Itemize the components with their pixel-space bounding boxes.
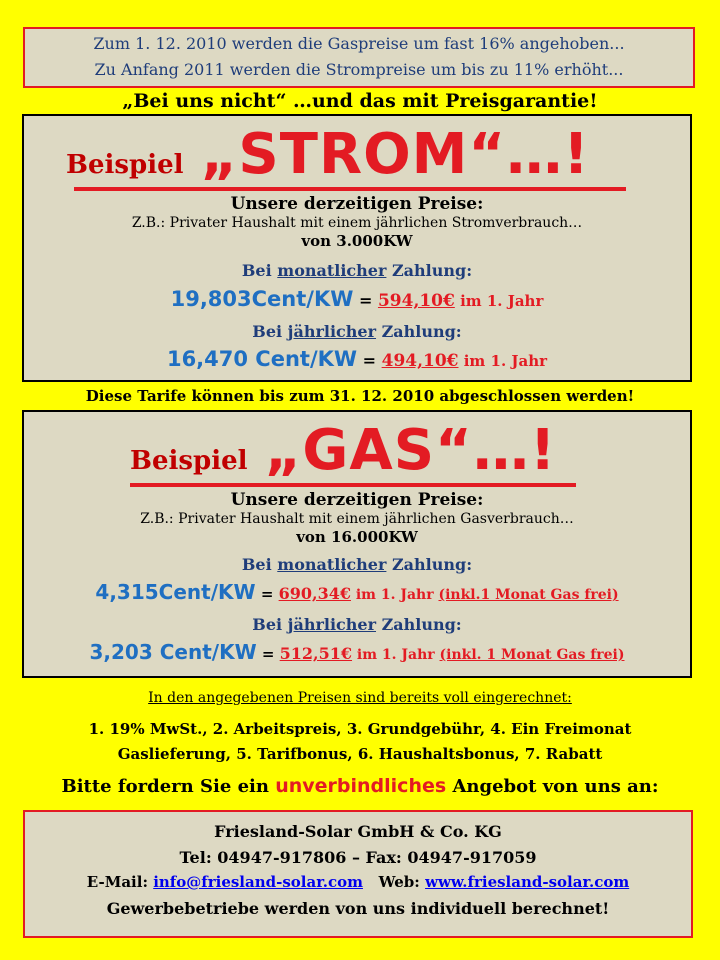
business-note: Gewerbebetriebe werden von uns individuell berechnet!	[106, 899, 610, 918]
gas-title	[130, 418, 556, 483]
contact-box	[23, 810, 693, 938]
intro-line-strom: Zu Anfang 2011 werden die Strompreise um bis zu 11% erhöht...	[94, 60, 624, 79]
strom-word: „STROM“…!	[200, 122, 590, 187]
company-name: Friesland-Solar GmbH & Co. KG	[214, 822, 502, 841]
gas-word: „GAS“…!	[264, 418, 557, 483]
web-link[interactable]: www.friesland-solar.com	[425, 873, 630, 891]
strom-monthly-price: 19,803Cent/KW = 594,10€ im 1. Jahr	[170, 287, 544, 311]
email-link[interactable]: info@friesland-solar.com	[153, 873, 363, 891]
gas-beispiel-label: Beispiel	[130, 446, 248, 476]
strom-yearly-label: Bei jährlicher Zahlung:	[252, 322, 462, 341]
contact-links: E-Mail: info@friesland-solar.com Web: www.friesland-solar.com	[86, 873, 630, 891]
strom-usage: von 3.000KW	[301, 232, 413, 250]
gas-yearly-label: Bei jährlicher Zahlung:	[252, 615, 462, 634]
gas-monthly-label: Bei monatlicher Zahlung:	[241, 555, 473, 574]
strom-example: Z.B.: Privater Haushalt mit einem jährlichen Stromverbrauch…	[131, 215, 583, 231]
strom-heading: Unsere derzeitigen Preise:	[230, 194, 484, 214]
intro-box	[23, 27, 695, 88]
strom-beispiel-label: Beispiel	[66, 150, 184, 180]
gas-heading: Unsere derzeitigen Preise:	[230, 490, 484, 510]
deadline-notice: Diese Tarife können bis zum 31. 12. 2010 abgeschlossen werden!	[85, 387, 635, 405]
gas-title-underline	[130, 483, 576, 487]
included-line-2: Gaslieferung, 5. Tarifbonus, 6. Haushaltsbonus, 7. Rabatt	[117, 745, 603, 763]
included-line-1: 1. 19% MwSt., 2. Arbeitspreis, 3. Grundgebühr, 4. Ein Freimonat	[88, 720, 632, 738]
gas-monthly-price: 4,315Cent/KW = 690,34€ im 1. Jahr (inkl.1 Monat Gas frei)	[95, 580, 619, 604]
gas-yearly-price: 3,203 Cent/KW = 512,51€ im 1. Jahr (inkl. 1 Monat Gas frei)	[89, 640, 625, 664]
included-title: In den angegebenen Preisen sind bereits voll eingerechnet:	[148, 690, 572, 706]
gas-usage: von 16.000KW	[296, 528, 418, 546]
strom-yearly-price: 16,470 Cent/KW = 494,10€ im 1. Jahr	[166, 347, 548, 371]
intro-line-gas: Zum 1. 12. 2010 werden die Gaspreise um fast 16% angehoben...	[93, 34, 625, 53]
slogan: „Bei uns nicht“ …und das mit Preisgarantie!	[122, 90, 598, 112]
phone-fax: Tel: 04947-917806 – Fax: 04947-917059	[179, 848, 537, 867]
strom-monthly-label: Bei monatlicher Zahlung:	[241, 261, 473, 280]
gas-panel	[22, 410, 692, 678]
strom-panel	[22, 114, 692, 382]
strom-title	[66, 122, 590, 187]
gas-example: Z.B.: Privater Haushalt mit einem jährlichen Gasverbrauch…	[140, 511, 574, 527]
cta-line: Bitte fordern Sie ein unverbindliches Angebot von uns an:	[61, 775, 659, 797]
strom-title-underline	[74, 187, 626, 191]
